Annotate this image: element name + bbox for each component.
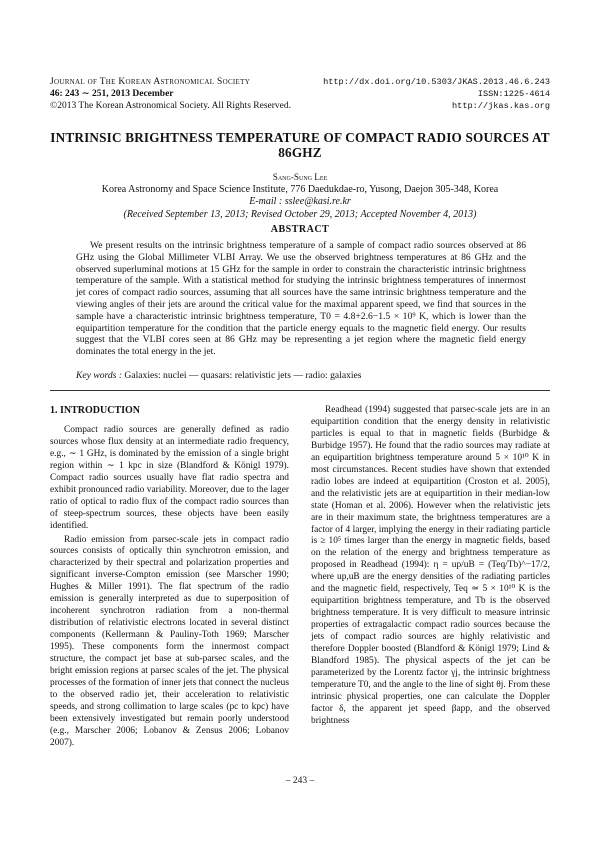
copyright: ©2013 The Korean Astronomical Society. All Rights Reserved. [50,101,291,111]
left-column [50,405,289,750]
paragraph: Readhead (1994) suggested that parsec-scale jets are in an equipartition condition that the energy density in relativistic particles is equal to that in magnetic fields (Burbidge & Burbidge 1957). He found that the radio sources may radiate at an equipartition brightness temperature around 5 × 10¹⁰ K in most circumstances. Recent studies have shown that extended radio lobes are indeed at equipartition (Croston et al. 2005), and the relativistic jets are at equipartition in their median-low state (Homan et al. 2006). However when the relativistic jets are in their maximum state, the brightness temperatures are a factor of 4 larger, implying the energy in their radiating particle is ≥ 10⁵ times larger than the energy in magnetic fields, based on the relation of the energy and brightness temperature as proposed in Readhead (1994): η = up/uB = (Teq/Tb)^−17/2, where up,uB are the energy densities of the radiating particles and the magnetic field, respectively, Teq ≃ 5 × 10¹⁰ K is the equipartition brightness temperature, and Tb is the observed brightness temperature. It is very difficult to measure intrinsic properties of extragalactic compact radio sources because the jets of compact radio sources are highly relativistic and therefore Doppler boosted (Blandford & Königl 1979; Lind & Blandford 1985). The physical aspects of the jet can be parameterized by the Lorentz factor γj, the intrinsic brightness temperature T0, and the angle to the line of sight θj. From these intrinsic physical properties, one can calculate the Doppler factor δ, the apparent jet speed βapp, and the observed brightness [311,405,550,726]
journal-header [50,76,291,112]
author-block [40,171,560,221]
journal-name: Journal of The Korean Astronomical Society [50,77,251,87]
volume-pages: 46: 243 ∼ 251, 2013 December [50,89,174,99]
received-dates: (Received September 13, 2013; Revised October 29, 2013; Accepted November 4, 2013) [123,208,477,220]
website-link[interactable]: http://jkas.kas.org [452,101,550,111]
abstract-text: We present results on the intrinsic brightness temperature of a sample of compact radio sources observed at 86 GHz using the Global Millimeter VLBI Array. We use the observed brightness temperatures at 86 GHz and the observed superluminal motions at 15 GHz for the sample in order to constrain the characteristic intrinsic brightness temperature of the sample. With a statistical method for studying the intrinsic brightness temperatures of innermost jet cores of compact radio sources, assuming that all sources have the same intrinsic brightness temperature and the viewing angles of their jets are around the critical value for the maximal apparent speed, we find that sources in the sample have a characteristic intrinsic brightness temperature, T0 = 4.8+2.6−1.5 × 10⁹ K, which is lower than the equipartition temperature for the condition that the particle energy equals to the magnetic field energy. Our results suggest that the VLBI cores seen at 86 GHz may be representing a jet region where the magnetic field energy dominates the total energy in the jet. [76,240,526,358]
journal-links [323,76,550,112]
paragraph: Radio emission from parsec-scale jets in compact radio sources consists of optically thin synchrotron emission, and characterized by their spectral and polarization properties and significant inverse-Compton emission (see Marscher 1990; Hughes & Miller 1991). The flat spectrum of the radio emission is generally interpreted as due to superposition of incoherent synchrotron radiation from a non-thermal distribution of relativistic electrons located in several distinct components (Kellermann & Pauliny-Toth 1969; Marscher 1995). These components form the innermost compact structure, the compact jet base at sub-parsec scales, and the bright emission regions at parsec scales of the jet. The physical processes of the formation of inner jets that connect the nucleus to the observed radio jet, their acceleration to relativistic speeds, and strong collimation to large scales (pc to kpc) have been extensively investigated but remain poorly understood (e.g., Marscher 2006; Lobanov & Zensus 2006; Lobanov 2007). [50,534,289,748]
affiliation: Korea Astronomy and Space Science Institute, 776 Daedukdae-ro, Yusong, Daejon 305-348, Korea [101,183,499,195]
doi-link[interactable]: http://dx.doi.org/10.5303/JKAS.2013.46.6.243 [323,77,550,87]
keywords-text: Galaxies: nuclei — quasars: relativistic jets — radio: galaxies [124,370,362,381]
section-heading: 1. INTRODUCTION [50,405,141,416]
paper-title: INTRINSIC BRIGHTNESS TEMPERATURE OF COMPACT RADIO SOURCES AT 86GHZ [50,130,550,160]
issn: ISSN:1225-4614 [477,89,550,99]
paragraph: Compact radio sources are generally defined as radio sources whose flux density at an intermediate radio frequency, e.g., ∼ 1 GHz, is dominated by the emission of a single bright region within ∼ 1 kpc in size (Blandford & Königl 1979). Compact radio sources usually have flat radio spectra and exhibit pronounced radio variability. Moreover, due to the lager ratio of optical to radio flux of the compact radio sources than of steep-spectrum sources, these objects have been easily identified. [50,424,289,531]
right-column [311,405,550,728]
keywords-label: Key words : [76,370,123,381]
abstract-heading: ABSTRACT [270,224,330,235]
email[interactable]: E-mail : sslee@kasi.re.kr [249,196,351,207]
author-name: Sang-Sung Lee [272,172,328,182]
keywords [76,370,526,382]
separator-rule [50,390,550,391]
page-number: – 243 – [285,776,315,786]
